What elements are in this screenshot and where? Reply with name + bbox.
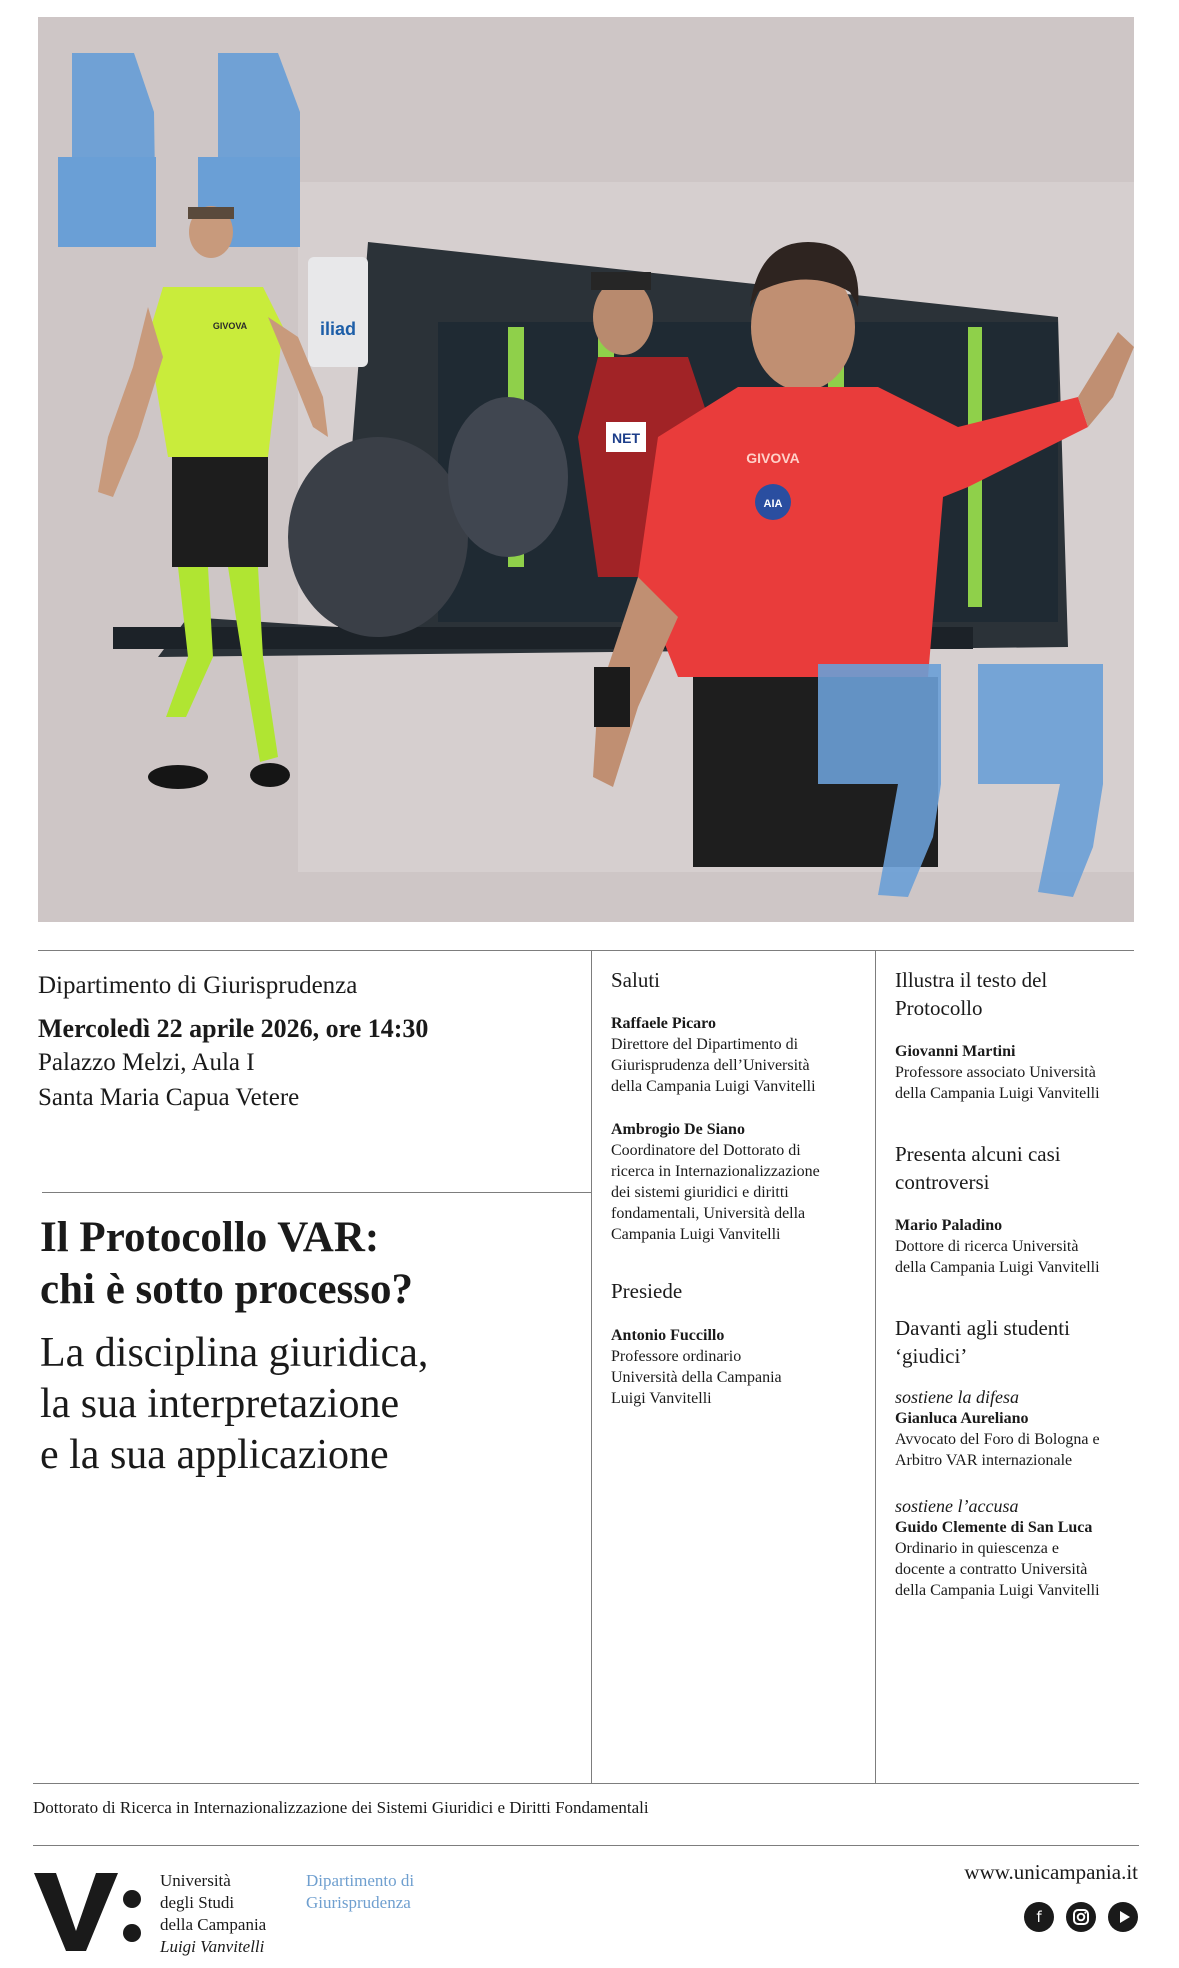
university-name-line: Luigi Vanvitelli bbox=[160, 1937, 265, 1956]
speaker-role-line: Luigi Vanvitelli bbox=[611, 1390, 712, 1407]
difesa-label: sostiene la difesa bbox=[895, 1387, 1019, 1407]
event-subtitle-line-3: e la sua applicazione bbox=[40, 1432, 389, 1478]
event-subtitle-line-1: La disciplina giuridica, bbox=[40, 1330, 429, 1376]
department-name-line: Dipartimento di bbox=[306, 1871, 415, 1890]
university-name-line: Università bbox=[160, 1871, 231, 1890]
jersey-brand-right: GIVOVA bbox=[746, 450, 800, 466]
university-name-line: della Campania bbox=[160, 1915, 267, 1934]
speaker-role-line: ricerca in Internazionalizzazione bbox=[611, 1163, 820, 1180]
instagram-glyph-icon bbox=[1066, 1902, 1096, 1932]
speaker-name: Ambrogio De Siano bbox=[611, 1121, 745, 1138]
event-title bbox=[40, 1212, 580, 1316]
speaker-role-line: docente a contratto Università bbox=[895, 1561, 1088, 1578]
sponsor-logo-text: iliad bbox=[319, 319, 357, 339]
speaker-role-line: fondamentali, Università della bbox=[611, 1205, 806, 1222]
event-subtitle bbox=[40, 1328, 600, 1481]
university-name bbox=[160, 1870, 266, 1958]
venue-line-2: Santa Maria Capua Vetere bbox=[38, 1084, 300, 1111]
department-label: Dipartimento di Giurisprudenza bbox=[38, 972, 358, 999]
accusa-label: sostiene l’accusa bbox=[895, 1496, 1019, 1516]
speaker-role-line: Professore associato Università bbox=[895, 1064, 1096, 1081]
jersey-brand-left: GIVOVA bbox=[212, 321, 248, 331]
event-date-time: Mercoledì 22 aprile 2026, ore 14:30 bbox=[38, 1014, 429, 1043]
speaker-role-line: Giurisprudenza dell’Università bbox=[611, 1057, 810, 1074]
footer-divider bbox=[33, 1845, 1139, 1846]
right-column bbox=[895, 966, 1145, 1601]
speaker-name: Giovanni Martini bbox=[895, 1043, 1016, 1060]
event-title-line-1: Il Protocollo VAR: bbox=[40, 1214, 380, 1261]
studenti-heading-line: Davanti agli studenti bbox=[895, 1316, 1070, 1340]
instagram-icon[interactable] bbox=[1066, 1902, 1096, 1932]
speaker-role-line: della Campania Luigi Vanvitelli bbox=[611, 1078, 816, 1095]
speaker-name: Raffaele Picaro bbox=[611, 1015, 716, 1032]
presiede-heading: Presiede bbox=[611, 1279, 683, 1303]
speaker-name: Gianluca Aureliano bbox=[895, 1410, 1029, 1427]
department-name-line: Giurisprudenza bbox=[306, 1893, 411, 1912]
illustra-heading-line: Protocollo bbox=[895, 996, 983, 1020]
speaker-role-line: della Campania Luigi Vanvitelli bbox=[895, 1582, 1100, 1599]
speaker-name: Guido Clemente di San Luca bbox=[895, 1519, 1093, 1536]
saluti-heading: Saluti bbox=[611, 968, 661, 992]
speaker-role-line: Arbitro VAR internazionale bbox=[895, 1452, 1073, 1469]
speaker-role-line: Professore ordinario bbox=[611, 1348, 742, 1365]
speaker-role-line: Ordinario in quiescenza e bbox=[895, 1540, 1059, 1557]
bottom-divider bbox=[33, 1783, 1139, 1784]
illustra-heading-line: Illustra il testo del bbox=[895, 968, 1048, 992]
speaker-role-line: della Campania Luigi Vanvitelli bbox=[895, 1259, 1100, 1276]
speaker-role-line: Avvocato del Foro di Bologna e bbox=[895, 1431, 1100, 1448]
speaker-role-line: Direttore del Dipartimento di bbox=[611, 1036, 799, 1053]
speaker-name: Antonio Fuccillo bbox=[611, 1327, 725, 1344]
hero-illustration bbox=[38, 17, 1134, 922]
department-name bbox=[306, 1870, 414, 1914]
speaker-role-line: Dottore di ricerca Università bbox=[895, 1238, 1079, 1255]
net-badge-text: NET bbox=[612, 430, 640, 446]
speaker-role-line: Campania Luigi Vanvitelli bbox=[611, 1226, 781, 1243]
studenti-heading-line: ‘giudici’ bbox=[895, 1344, 968, 1368]
top-divider bbox=[38, 950, 1134, 951]
middle-column bbox=[611, 966, 873, 1409]
event-title-line-2: chi è sotto processo? bbox=[40, 1266, 414, 1313]
university-name-line: degli Studi bbox=[160, 1893, 235, 1912]
venue-line-1: Palazzo Melzi, Aula I bbox=[38, 1049, 255, 1076]
aia-badge-text: AIA bbox=[763, 498, 783, 510]
facebook-icon[interactable]: f bbox=[1024, 1902, 1054, 1932]
doctorate-program: Dottorato di Ricerca in Internazionalizzazione dei Sistemi Giuridici e Diritti Fondamentali bbox=[33, 1798, 649, 1817]
speaker-role-line: della Campania Luigi Vanvitelli bbox=[895, 1085, 1100, 1102]
casi-heading-line: Presenta alcuni casi bbox=[895, 1142, 1061, 1166]
speaker-role-line: Università della Campania bbox=[611, 1369, 782, 1386]
left-column-divider bbox=[42, 1192, 591, 1193]
event-subtitle-line-2: la sua interpretazione bbox=[40, 1381, 400, 1427]
speaker-name: Mario Paladino bbox=[895, 1217, 1003, 1234]
website-link[interactable]: www.unicampania.it bbox=[964, 1860, 1138, 1884]
youtube-glyph-icon bbox=[1108, 1902, 1138, 1932]
column-divider-2 bbox=[875, 950, 876, 1783]
casi-heading-line: controversi bbox=[895, 1170, 990, 1194]
speaker-role-line: Coordinatore del Dottorato di bbox=[611, 1142, 801, 1159]
university-logo-icon bbox=[34, 1869, 144, 1953]
speaker-role-line: dei sistemi giuridici e diritti bbox=[611, 1184, 789, 1201]
youtube-icon[interactable] bbox=[1108, 1902, 1138, 1932]
hero-image bbox=[38, 17, 1134, 922]
